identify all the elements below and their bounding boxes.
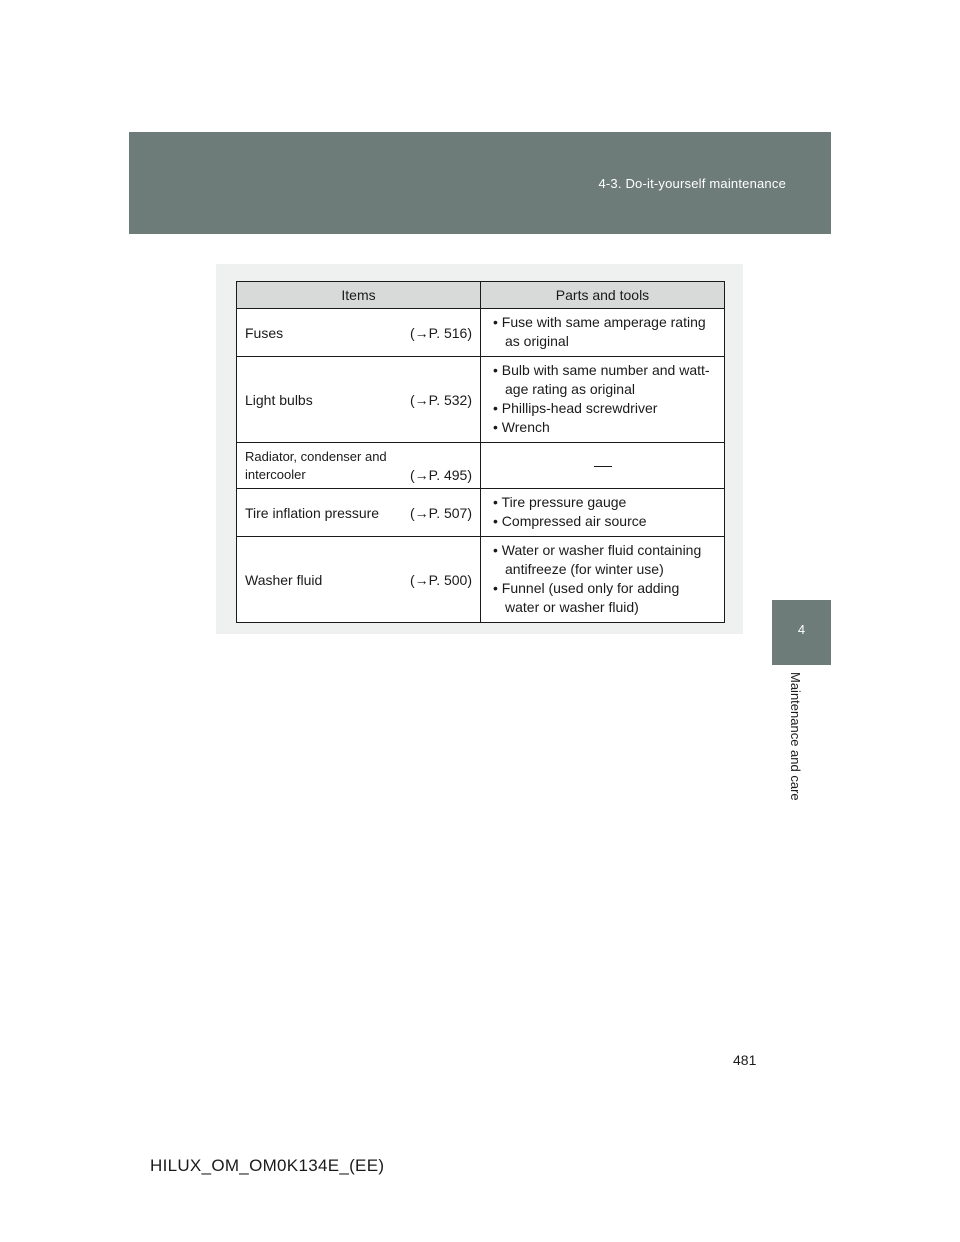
item-name: Washer fluid (245, 571, 323, 588)
chapter-tab (772, 600, 831, 665)
tool-item: • Wrench (493, 419, 550, 435)
tools-cell (481, 309, 725, 357)
tools-cell (481, 489, 725, 537)
item-name: Light bulbs (245, 391, 313, 408)
item-name: Fuses (245, 324, 284, 341)
chapter-number: 4 (797, 622, 806, 637)
item-cell (237, 357, 481, 443)
item-cell (237, 443, 481, 489)
tools-cell (481, 357, 725, 443)
tool-item: • Tire pressure gauge (493, 494, 627, 510)
parts-table (236, 281, 725, 623)
tool-item: • Bulb with same number and watt-age rating as original (493, 362, 710, 397)
tool-item: • Phillips-head screwdriver (493, 400, 658, 416)
dash-mark (594, 466, 612, 467)
document-code: HILUX_OM_OM0K134E_(EE) (150, 1156, 385, 1175)
table-row (237, 443, 725, 489)
chapter-label: Maintenance and care (788, 672, 803, 801)
column-header-items: Items (237, 282, 481, 309)
tool-item: • Fuse with same amperage rating as original (493, 314, 706, 349)
section-header-band (129, 132, 831, 234)
tool-item: • Compressed air source (493, 513, 647, 529)
table-header-row (237, 282, 725, 309)
column-header-parts: Parts and tools (481, 282, 725, 309)
item-cell (237, 537, 481, 623)
table-row (237, 537, 725, 623)
page-reference: (→P. 507) (410, 504, 472, 521)
chapter-label-wrap (788, 672, 818, 822)
tool-item: • Funnel (used only for adding water or washer fluid) (493, 580, 680, 615)
item-name: Radiator, condenser and (245, 448, 387, 464)
table-row (237, 489, 725, 537)
section-title: 4-3. Do-it-yourself maintenance (598, 176, 786, 191)
tools-cell (481, 537, 725, 623)
page-reference: (→P. 495) (410, 466, 472, 483)
tool-item: • Water or washer fluid containing antifreeze (for winter use) (493, 542, 702, 577)
page-reference: (→P. 500) (410, 571, 472, 588)
item-name-line2: intercooler (245, 466, 306, 482)
table-row (237, 357, 725, 443)
page-reference: (→P. 516) (410, 324, 472, 341)
table-row (237, 309, 725, 357)
item-name: Tire inflation pressure (245, 504, 380, 521)
page-reference: (→P. 532) (410, 391, 472, 408)
page-number: 481 (733, 1052, 757, 1068)
item-cell (237, 309, 481, 357)
item-cell (237, 489, 481, 537)
tools-cell-empty (481, 443, 725, 489)
